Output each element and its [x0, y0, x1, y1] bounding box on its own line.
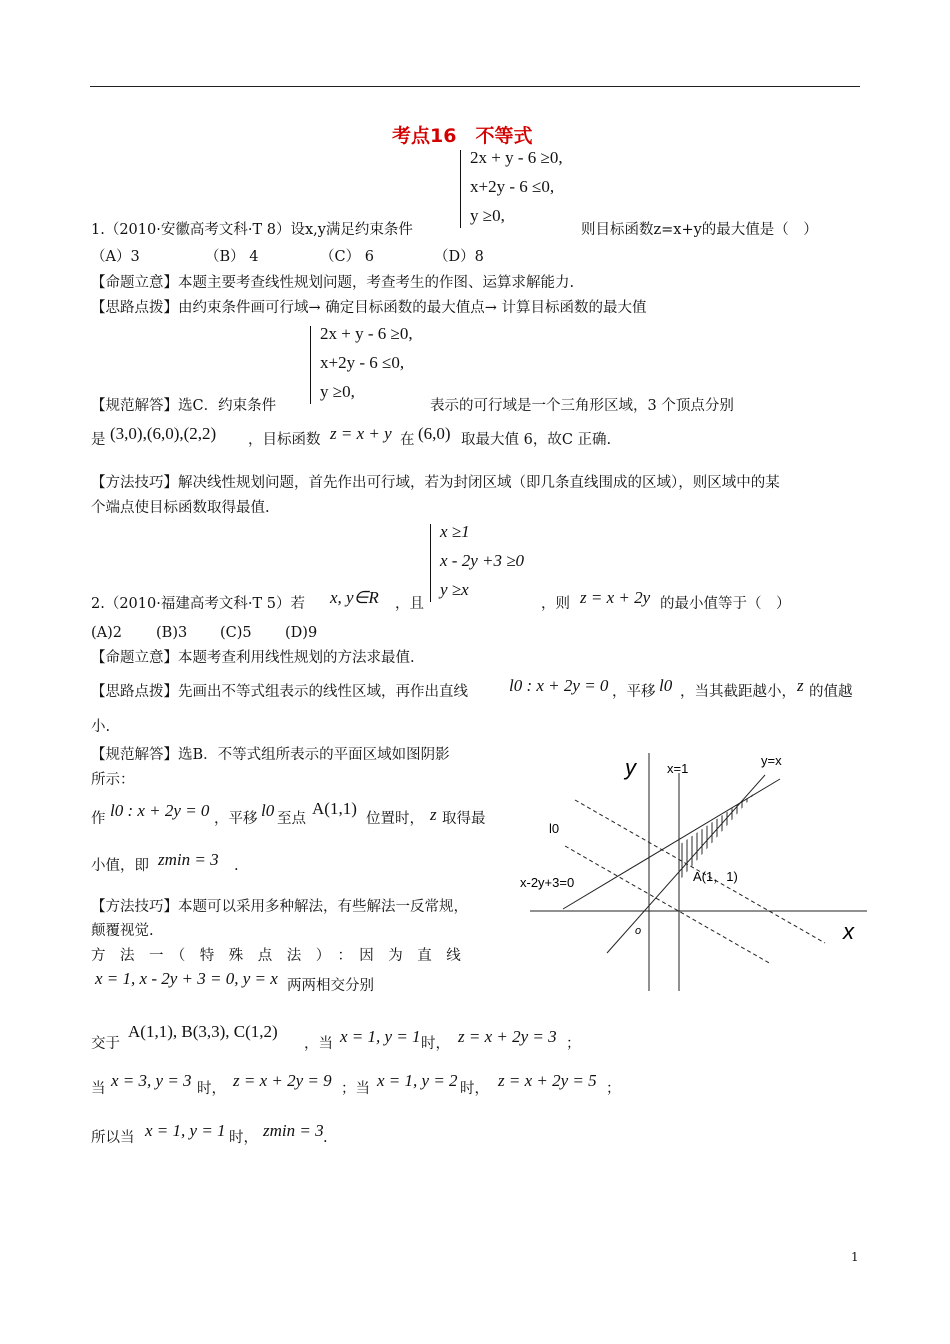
- q2-option-a: (A)2: [91, 625, 123, 641]
- brace: [310, 326, 317, 404]
- q2-target: z = x + 2y: [580, 588, 651, 607]
- q1-option-c: （C） 6: [320, 249, 374, 265]
- q2-option-c: (C)5: [220, 625, 252, 641]
- q2-jieda: 【规范解答】选B．不等式组所表示的平面区域如图阴影: [91, 747, 450, 763]
- header-rule: [90, 86, 860, 87]
- q2-jieda: 至点: [277, 811, 306, 827]
- q2-stem: 2.（2010·福建高考文科·T 5）若: [91, 596, 305, 612]
- q2-method1-eq: z = x + 2y = 9: [233, 1071, 332, 1090]
- q2-method1-eq: z = x + 2y = 3: [458, 1027, 557, 1046]
- q2-silu-z: z: [797, 676, 804, 695]
- q2-option-b: (B)3: [156, 625, 188, 641]
- q1-constraint-system: [460, 148, 600, 230]
- q2-silu-line: l0 : x + 2y = 0: [509, 676, 609, 695]
- q2-stem: 的最小值等于（ ）: [660, 596, 791, 612]
- q2-method1: ，当: [304, 1036, 333, 1052]
- constraint-line: x - 2y +3 ≥0: [440, 551, 525, 570]
- q2-silu: 小.: [91, 719, 111, 735]
- q2-method1-points: A(1,1), B(3,3), C(1,2): [128, 1022, 278, 1041]
- line-l0: [565, 846, 771, 964]
- q2-method1: 所以当: [91, 1130, 135, 1146]
- constraint-line: x ≥1: [440, 522, 470, 541]
- q2-silu-l0: l0: [659, 676, 673, 695]
- q2-method1: .: [323, 1130, 328, 1146]
- q2-method1: 时，: [460, 1081, 489, 1097]
- q2-method1-eq: z = x + 2y = 5: [498, 1071, 597, 1090]
- feasible-region-figure: [515, 745, 875, 995]
- q2-jieda: 位置时，: [366, 811, 424, 827]
- q2-jieda: 取得最: [442, 811, 486, 827]
- q2-constraint-system: [430, 522, 570, 604]
- q2-zmin: zmin = 3: [158, 850, 219, 869]
- constraint-line: y ≥0,: [470, 206, 505, 225]
- q2-method1: ；: [566, 1036, 581, 1052]
- page-title: 考点16 不等式: [392, 125, 533, 147]
- q1-option-a: （A）3: [91, 249, 140, 265]
- q2-method1-eq: x = 1, y = 2: [377, 1071, 458, 1090]
- q2-jieda: 作: [91, 811, 106, 827]
- q2-jieda: 所示：: [91, 772, 135, 788]
- y-axis-label: y: [625, 755, 636, 780]
- q1-option-d: （D）8: [434, 249, 484, 265]
- q1-silu: 【思路点拨】由约束条件画可行域→ 确定目标函数的最大值点→ 计算目标函数的最大值: [91, 300, 647, 316]
- q1-vertices: (3,0),(6,0),(2,2): [110, 424, 217, 443]
- q1-jieda-line2: 取最大值 6，故C 正确.: [461, 432, 612, 448]
- q2-method1-eq: x = 1, y = 1: [340, 1027, 421, 1046]
- q2-condition: x, y∈R: [330, 588, 379, 607]
- q2-silu: 的值越: [809, 684, 853, 700]
- q1-jieda-line2: ，目标函数: [248, 432, 321, 448]
- q1-mingti: 【命题立意】本题主要考查线性规划问题，考查考生的作图、运算求解能力.: [91, 275, 575, 291]
- q2-jieda-line: l0 : x + 2y = 0: [110, 801, 210, 820]
- q2-method1: 交于: [91, 1036, 120, 1052]
- q2-method1: 两两相交分别: [287, 978, 374, 994]
- origin-label: o: [635, 925, 642, 937]
- brace: [460, 150, 467, 228]
- q2-silu: ，平移: [612, 684, 656, 700]
- q1-jieda-line2: 是: [91, 432, 106, 448]
- q2-jieda: .: [234, 858, 239, 874]
- q1-jieda-suffix: 表示的可行域是一个三角形区域，3 个顶点分别: [430, 398, 734, 414]
- q2-method1: 时，: [421, 1036, 450, 1052]
- constraint-line: y ≥x: [440, 580, 469, 599]
- q1-fangfa: 【方法技巧】解决线性规划问题，首先作出可行域，若为封闭区域（即几条直线围成的区域），则区域中的某: [91, 475, 780, 491]
- q2-method1-eq: x = 1, y = 1: [145, 1121, 226, 1140]
- q2-method1: 时，: [229, 1130, 258, 1146]
- constraint-line: x+2y - 6 ≤0,: [320, 353, 405, 372]
- q2-mingti: 【命题立意】本题考查利用线性规划的方法求最值.: [91, 650, 415, 666]
- q1-stem-suffix: 则目标函数z=x+y的最大值是（ ）: [581, 222, 818, 238]
- line-label: x-2y+3=0: [520, 875, 575, 890]
- q2-point-a: A(1,1): [312, 799, 357, 818]
- q2-silu: ，当其截距越小，: [680, 684, 796, 700]
- q2-option-d: (D)9: [285, 625, 318, 641]
- q1-solution-system: [310, 324, 450, 406]
- q2-jieda: ，平移: [214, 811, 258, 827]
- brace: [430, 524, 437, 602]
- q2-jieda-z: z: [430, 805, 437, 824]
- q1-option-b: （B） 4: [205, 249, 259, 265]
- q2-jieda: 小值，即: [91, 858, 149, 874]
- constraint-line: 2x + y - 6 ≥0,: [320, 324, 413, 343]
- q2-method1-zmin: zmin = 3: [263, 1121, 324, 1140]
- constraint-line: y ≥0,: [320, 382, 355, 401]
- x1-label: x=1: [667, 761, 689, 776]
- q2-jieda-l0: l0: [261, 801, 275, 820]
- q2-method1: ；当: [341, 1081, 370, 1097]
- constraint-line: x+2y - 6 ≤0,: [470, 177, 555, 196]
- yx-label: y=x: [761, 753, 782, 768]
- q1-jieda-line2: 在: [400, 432, 415, 448]
- q1-max-point: (6,0): [418, 424, 451, 443]
- q2-method1-lines: x = 1, x - 2y + 3 = 0, y = x: [95, 969, 278, 988]
- page-number: 1: [851, 1250, 859, 1264]
- q1-jieda: 【规范解答】选C．约束条件: [91, 398, 277, 414]
- line-x-2y-3: [563, 779, 780, 909]
- q1-fangfa: 个端点使目标函数取得最值.: [91, 500, 270, 516]
- point-a-label: A(1，1): [693, 869, 738, 884]
- q2-fangfa: 颠覆视觉.: [91, 923, 154, 939]
- constraint-line: 2x + y - 6 ≥0,: [470, 148, 563, 167]
- q1-stem: 1.（2010·安徽高考文科·T 8）设x,y满足约束条件: [91, 222, 413, 238]
- q2-method1: 当: [91, 1081, 106, 1097]
- feasible-region: [679, 792, 756, 881]
- q2-silu: 【思路点拨】先画出不等式组表示的线性区域，再作出直线: [91, 684, 468, 700]
- x-axis-label: x: [843, 919, 854, 944]
- q2-method1: ；: [606, 1081, 621, 1097]
- q2-fangfa: 【方法技巧】本题可以采用多种解法，有些解法一反常规，: [91, 899, 468, 915]
- q2-method1-eq: x = 3, y = 3: [111, 1071, 192, 1090]
- q2-method1: 方 法 一 （ 特 殊 点 法 ） ： 因 为 直 线: [91, 948, 461, 964]
- q2-stem: ，则: [541, 596, 570, 612]
- q2-stem: ，且: [395, 596, 424, 612]
- q1-objective: z = x + y: [330, 424, 392, 443]
- q2-method1: 时，: [197, 1081, 226, 1097]
- l0-label: l0: [549, 821, 560, 836]
